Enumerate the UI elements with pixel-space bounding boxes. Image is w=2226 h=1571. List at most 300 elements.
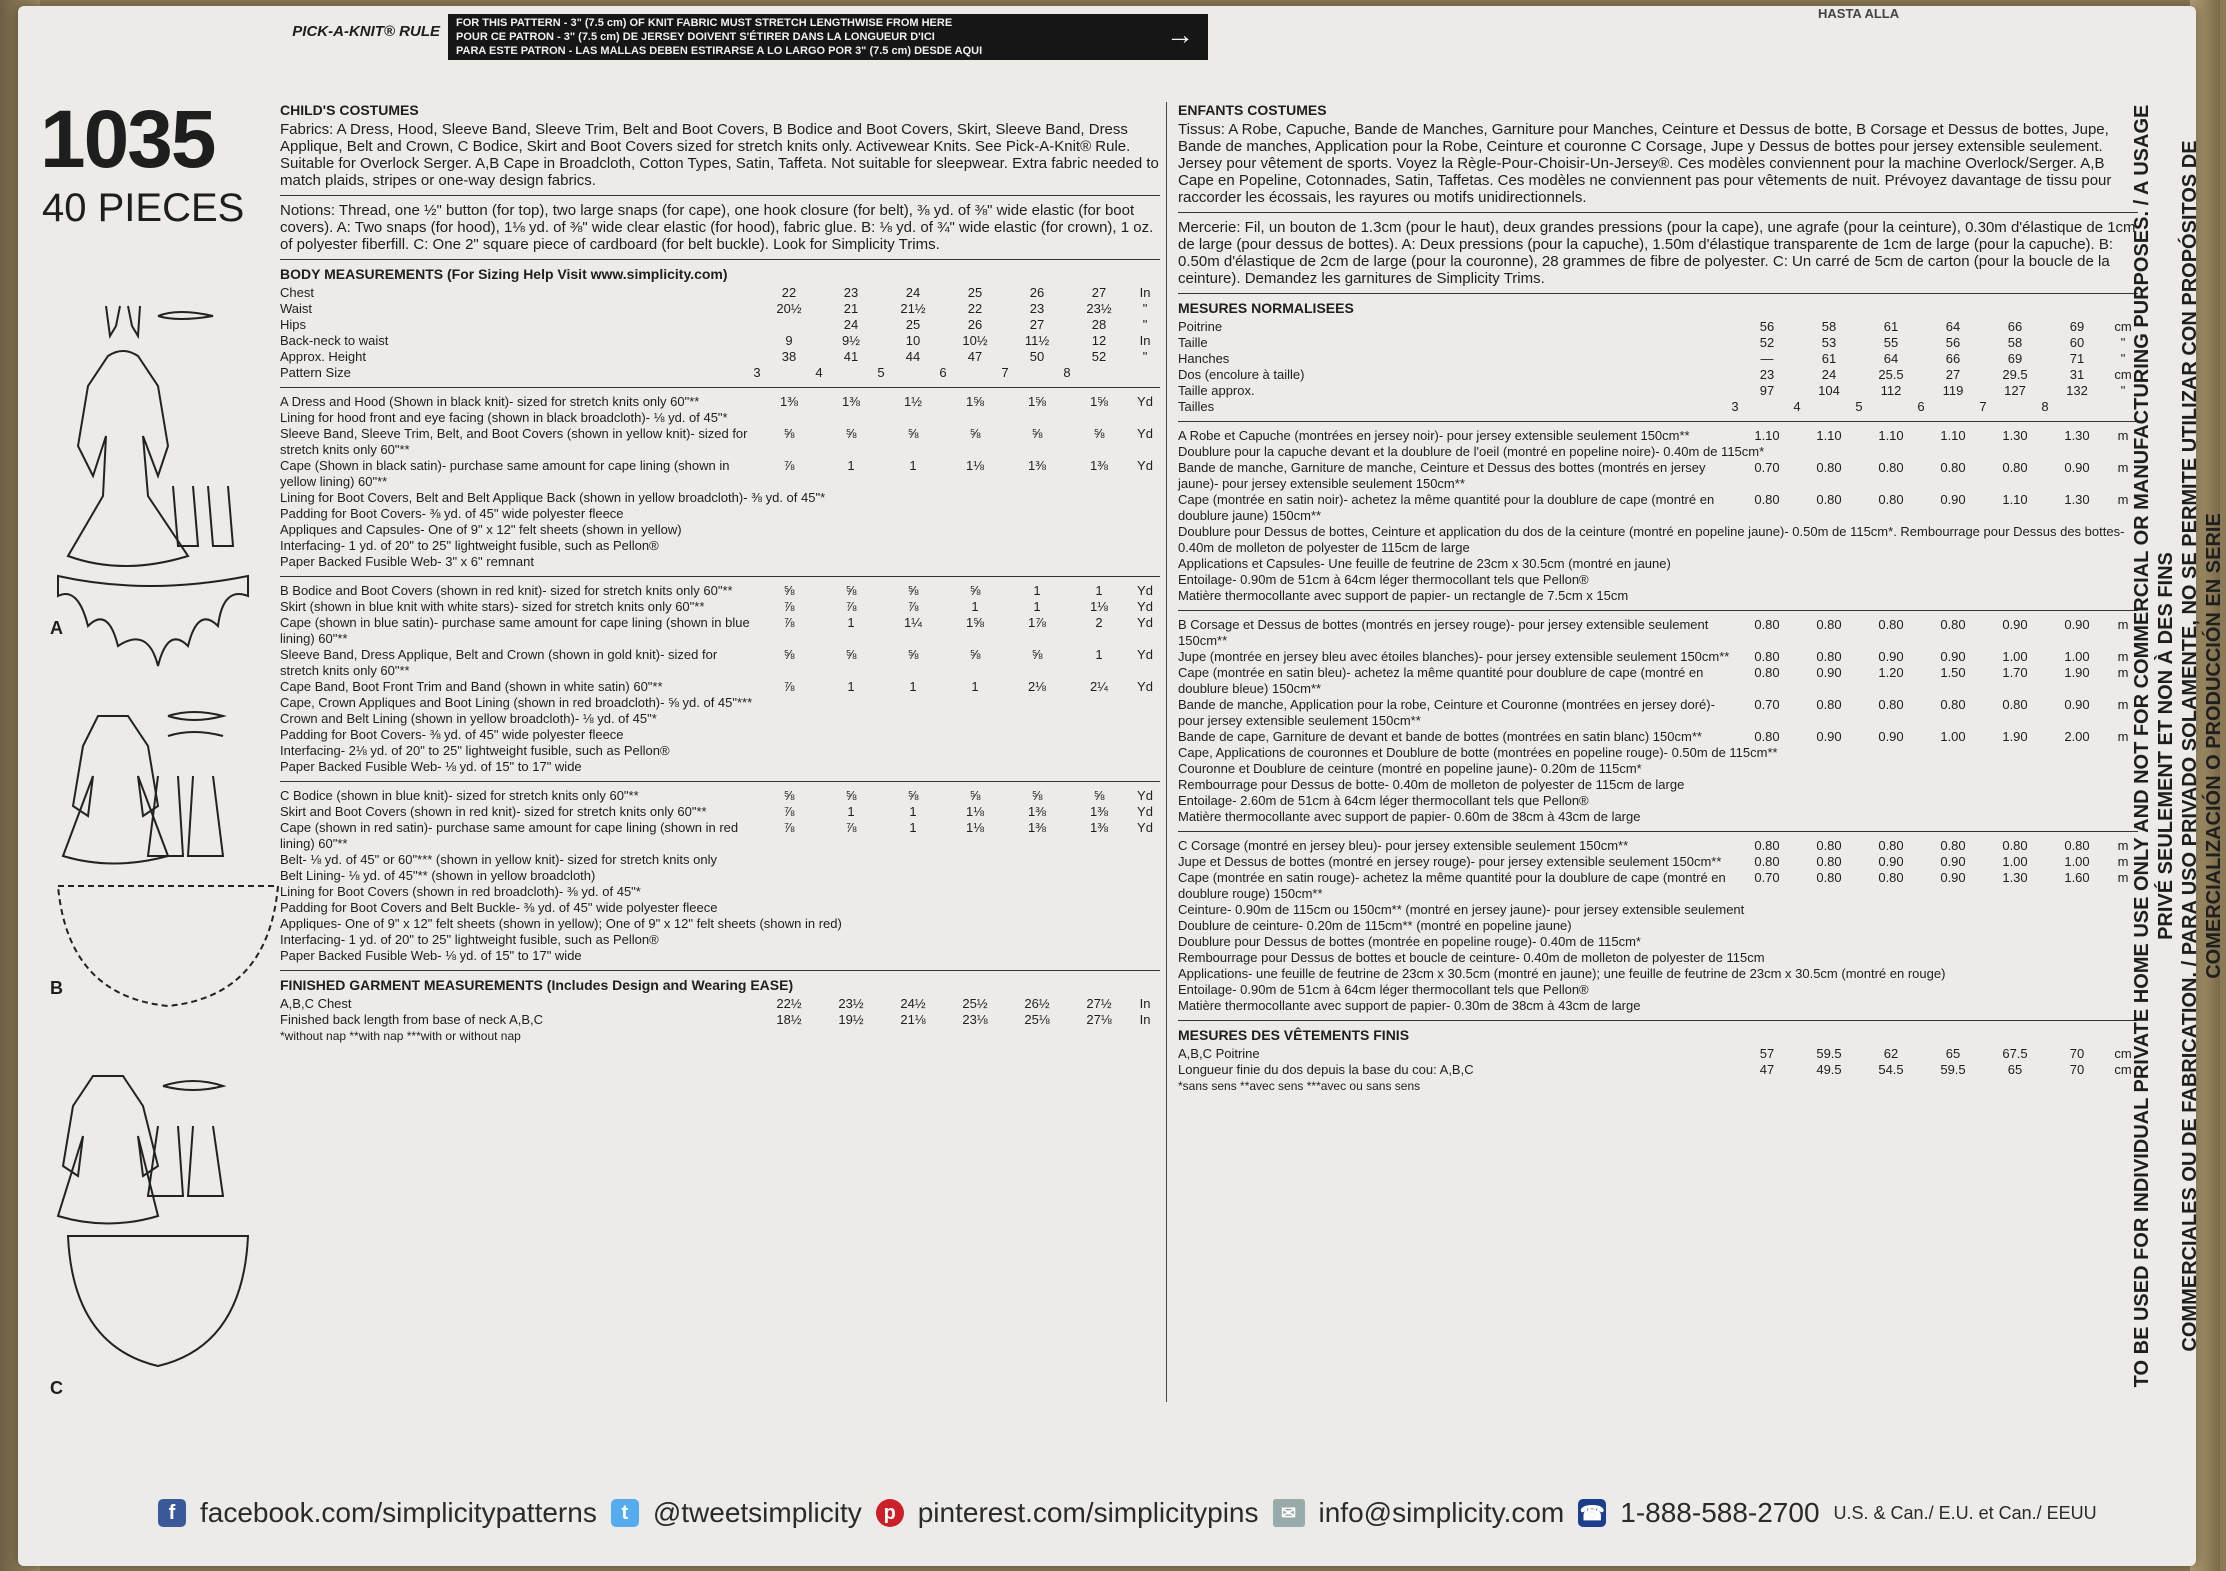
row-label: Waist [280,301,313,316]
vue-c-metrage [1178,838,2138,1014]
row-value: 1 [847,679,855,694]
row-value: 24 [1821,367,1837,382]
mesures-table [1178,319,2138,399]
row-value: 1½ [903,394,923,409]
finished-measurements-title: FINISHED GARMENT MEASUREMENTS (Includes Design and Wearing EASE) [280,977,794,993]
size-list [726,365,1098,381]
usage-notice-line-1: TO BE USED FOR INDIVIDUAL PRIVATE HOME USE ONLY AND NOT FOR COMMERCIAL OR MANUFACTURING PURPOSES. / A USAGE PRIVÉ SEULEMENT ET NON À DES FINS [2131,104,2177,1388]
row-value: 2⅛ [1027,679,1047,694]
row-label: Cape Band, Boot Front Trim and Band (shown in white satin) 60"** [280,679,663,694]
size-value: 5 [877,365,885,380]
table-row [1178,934,2138,950]
table-row [280,285,1160,301]
row-value: ⅝ [1031,426,1043,441]
row-label: Jupe et Dessus de bottes (montré en jersey rouge)- pour jersey extensible seulement 150cm** [1178,854,1722,869]
row-value: 2 [1095,615,1103,630]
row-value: ⅝ [907,426,919,441]
row-value: ⅝ [783,788,795,803]
row-value: 23 [1029,301,1045,316]
row-unit: cm [2114,1062,2132,1077]
row-label: Couronne et Doublure de ceinture (montré en popeline jaune)- 0.20m de 115cm* [1178,761,1642,776]
row-value: ⅝ [907,647,919,662]
divider [280,259,1160,260]
row-value: 1 [1033,599,1041,614]
row-value: 97 [1759,383,1775,398]
row-value: 1.30 [2002,870,2028,885]
row-value: 0.80 [1816,838,1842,853]
row-value: 0.80 [1754,838,1780,853]
row-value: 52 [1091,349,1107,364]
divider [280,195,1160,196]
table-row [1178,383,2138,399]
row-value: 1⅝ [1089,394,1109,409]
table-row [1178,556,2138,572]
row-value: ⅞ [783,804,795,819]
english-column [280,102,1160,1045]
row-value: 0.80 [1754,854,1780,869]
row-value: 44 [905,349,921,364]
row-value: 1.10 [2002,492,2028,507]
row-unit: m [2117,492,2129,507]
row-value: ⅝ [1093,788,1105,803]
table-row [1178,367,2138,383]
row-value: 21 [843,301,859,316]
row-label: A Robe et Capuche (montrées en jersey noir)- pour jersey extensible seulement 150cm** [1178,428,1690,443]
row-value: 1⅜ [841,394,861,409]
row-value: 0.80 [1754,729,1780,744]
row-value: ⅞ [783,820,795,835]
row-label: Rembourrage pour Dessus de botte- 0.40m de molleton de polyester de 115cm de large [1178,777,1685,792]
table-row [1178,444,2138,460]
row-value: 1¼ [903,615,923,630]
row-label: Belt Lining- ⅛ yd. of 45"** (shown in yellow broadcloth) [280,868,596,883]
row-value: ⅞ [845,599,857,614]
row-value: ⅝ [845,426,857,441]
row-label: Cape (shown in red satin)- purchase same amount for cape lining (shown in red lining) 60"** [280,820,739,851]
row-label: Cape (montrée en satin noir)- achetez la même quantité pour la doublure de cape (montré en doublure jaune) 150cm** [1178,492,1715,523]
row-label: Cape (shown in blue satin)- purchase same amount for cape lining (shown in blue lining) 60"** [280,615,750,646]
row-value: 0.80 [1816,854,1842,869]
row-value: 1.00 [2064,854,2090,869]
row-value: 0.80 [1816,460,1842,475]
table-row [280,583,1160,599]
row-value: ⅝ [969,426,981,441]
row-label: A,B,C Poitrine [1178,1046,1260,1061]
column-divider [1166,102,1167,1402]
row-value: 1 [1033,583,1041,598]
row-value: 69 [2007,351,2023,366]
size-value: 8 [1063,365,1071,380]
table-row [1178,1062,2138,1078]
table-row [1178,588,2138,604]
row-value: 2¼ [1089,679,1109,694]
table-row [280,804,1160,820]
row-value: 1⅛ [965,820,985,835]
twitter-link[interactable]: @tweetsimplicity [652,1497,862,1528]
pinterest-link[interactable]: pinterest.com/simplicitypins [917,1497,1259,1528]
row-unit: " [1142,301,1148,316]
row-value: 24½ [900,996,926,1011]
table-row [280,759,1160,775]
row-value: 1.90 [2002,729,2028,744]
row-value: 1 [909,679,917,694]
row-value: ⅞ [783,615,795,630]
row-unit: m [2117,665,2129,680]
row-unit: cm [2114,319,2132,334]
row-value: ⅞ [783,458,795,473]
row-label: Paper Backed Fusible Web- ⅛ yd. of 15" to 17" wide [280,948,582,963]
row-unit: " [1142,349,1148,364]
table-row [1178,319,2138,335]
row-value: 53 [1821,335,1837,350]
row-value: 1.70 [2002,665,2028,680]
row-value: 1.00 [1940,729,1966,744]
size-value: 6 [1917,399,1925,414]
row-label: C Corsage (montré en jersey bleu)- pour jersey extensible seulement 150cm** [1178,838,1629,853]
row-value: 21⅛ [900,1012,926,1027]
pick-a-knit-label: PICK-A-KNIT® RULE [292,23,440,40]
row-label: Cape, Applications de couronnes et Doublure de botte (montrées en popeline rouge)- 0.50m de 115cm** [1178,745,1778,760]
table-row [1178,761,2138,777]
row-value: 19½ [838,1012,864,1027]
usage-notice-vertical [2131,66,2225,1426]
view-letter-c: C [50,1378,63,1398]
row-value: 1⅜ [1089,804,1109,819]
row-value: 22 [967,301,983,316]
body-measurements-table [280,285,1160,365]
row-value: ⅝ [969,647,981,662]
ruler-line-fr: POUR CE PATRON - 3" (7.5 cm) DE JERSEY DOIVENT S'ÉTIRER DANS LA LONGUEUR D'ICI [456,31,935,43]
pattern-pieces-count: 40 PIECES [42,186,245,230]
divider [1178,212,2138,213]
row-label: Paper Backed Fusible Web- ⅛ yd. of 15" to 17" wide [280,759,582,774]
table-row [280,615,1160,647]
row-label: Interfacing- 1 yd. of 20" to 25" lightweight fusible, such as Pellon® [280,538,659,553]
row-label: Chest [280,285,314,300]
row-value: 2.00 [2064,729,2090,744]
row-value: 0.80 [1754,649,1780,664]
table-row [280,490,1160,506]
table-row [280,884,1160,900]
table-row [1178,428,2138,444]
phone-region: U.S. & Can./ E.U. et Can./ EEUU [1833,1502,2097,1523]
row-label: Sleeve Band, Sleeve Trim, Belt, and Boot Covers (shown in yellow knit)- sized for stretch knits only 60"** [280,426,748,457]
row-label: C Bodice (shown in blue knit)- sized for stretch knits only 60"** [280,788,639,803]
row-label: Hanches [1178,351,1230,366]
row-unit: In [1139,996,1151,1011]
belt-c-outline [163,1081,223,1090]
french-column [1178,102,2138,1095]
table-row [280,788,1160,804]
row-value: 12 [1091,333,1107,348]
row-value: ⅞ [783,599,795,614]
row-unit: m [2117,460,2129,475]
pattern-size-label: Pattern Size [280,365,351,380]
row-value: 25⅛ [1024,1012,1050,1027]
row-value: 0.90 [1878,854,1904,869]
row-label: Matière thermocollante avec support de papier- 0.60m de 38cm à 43cm de large [1178,809,1641,824]
row-label: Approx. Height [280,349,366,364]
row-value: 0.80 [1940,460,1966,475]
row-value: — [1760,351,1774,366]
size-value: 4 [1793,399,1801,414]
table-row [1178,777,2138,793]
table-row [280,932,1160,948]
row-value: 62 [1883,1046,1899,1061]
row-value: 71 [2069,351,2085,366]
row-value: 0.90 [2064,617,2090,632]
row-value: 20½ [776,301,802,316]
row-value: 61 [1883,319,1899,334]
dress-c-outline [58,1076,158,1224]
table-row [280,301,1160,317]
row-label: Padding for Boot Covers and Belt Buckle- ⅜ yd. of 45" wide polyester fleece [280,900,718,915]
table-row [1178,492,2138,524]
row-value: 9 [785,333,793,348]
row-value: 59.5 [1816,1046,1842,1061]
row-value: 1⅝ [965,394,985,409]
vue-b-metrage [1178,617,2138,825]
row-value: ⅝ [845,647,857,662]
row-unit: m [2117,617,2129,632]
table-row [280,900,1160,916]
table-row [280,996,1160,1012]
row-value: 0.70 [1754,870,1780,885]
row-value: 1 [1095,583,1103,598]
row-label: Jupe (montrée en jersey bleu avec étoiles blanches)- pour jersey extensible seulement 150cm** [1178,649,1730,664]
row-unit: cm [2114,1046,2132,1061]
table-row [1178,902,2138,918]
row-value: 0.80 [1878,492,1904,507]
row-value: 31 [2069,367,2085,382]
row-value: 64 [1945,319,1961,334]
facebook-link[interactable]: facebook.com/simplicitypatterns [200,1497,597,1528]
row-value: 1.50 [1940,665,1966,680]
table-row [280,317,1160,333]
row-value: 25 [905,317,921,332]
row-value: ⅝ [783,647,795,662]
view-a-sketch [58,306,248,666]
row-label: Appliques- One of 9" x 12" felt sheets (shown in yellow); One of 9" x 12" felt sheets (shown in red) [280,916,842,931]
row-value: 27 [1029,317,1045,332]
row-label: Entoilage- 0.90m de 51cm à 64cm léger thermocollant tels que Pellon® [1178,572,1589,587]
table-row [1178,966,2138,982]
row-value: 0.90 [1816,665,1842,680]
belt-a-outline [158,312,213,319]
row-value: ⅝ [969,583,981,598]
row-value: ⅝ [969,788,981,803]
garment-sketches [48,296,278,1446]
french-tissus: Tissus: A Robe, Capuche, Bande de Manches, Garniture pour Manches, Ceinture et Dessus de botte, B Corsage et Dessus de bottes, Jupe, Bande de manches, Application pour la Robe, Ceinture et couronne C Corsage, Jupe y Dessus de bottes pour jersey extensible seulement. Jersey pour vêtement de sports. Voyez la Règle-Pour-Choisir-Un-Jersey®. Ces modèles conviennent pour la machine Overlock/Serger. A,B Cape en Popeline, Cotonnades, Satin, Taffetas. Ces modèles ne conviennent pas pour vêtements de nuit. Prévoyez davantage de tissu pour raccorder les écossais, les rayures ou motifs unidirectionnels. [1178,121,2112,206]
row-value: 0.80 [2002,838,2028,853]
table-row [280,458,1160,490]
row-value: ⅝ [907,583,919,598]
row-value: 55 [1883,335,1899,350]
row-value: 24 [843,317,859,332]
row-value: 1.20 [1878,665,1904,680]
cape-c-outline [68,1236,248,1366]
table-row [280,538,1160,554]
row-value: 0.80 [1940,617,1966,632]
row-value: 127 [2004,383,2026,398]
french-title: ENFANTS COSTUMES [1178,102,1327,118]
table-row [280,679,1160,695]
row-value: 27½ [1086,996,1112,1011]
row-value: 1 [1095,647,1103,662]
row-value: 9½ [841,333,861,348]
size-value: 6 [939,365,947,380]
row-value: 0.80 [1816,870,1842,885]
row-value: 104 [1818,383,1840,398]
row-value: 0.80 [1878,460,1904,475]
table-row [1178,982,2138,998]
row-value: 1.30 [2064,428,2090,443]
table-row [1178,524,2138,556]
row-value: 38 [781,349,797,364]
table-row [1178,460,2138,492]
row-value: ⅞ [907,599,919,614]
row-value: 25½ [962,996,988,1011]
row-label: Applications et Capsules- Une feuille de feutrine de 23cm x 30.5cm (montré en jaune) [1178,556,1671,571]
dress-a-outline [68,351,188,566]
row-label: Interfacing- 1 yd. of 20" to 25" lightweight fusible, such as Pellon® [280,932,659,947]
row-value: 0.90 [1940,870,1966,885]
table-row [280,852,1160,868]
row-value: 1⅜ [1027,820,1047,835]
row-value: 47 [1759,1062,1775,1077]
row-value: 67.5 [2002,1046,2028,1061]
row-value: 1⅛ [965,804,985,819]
table-row [280,554,1160,570]
divider [1178,293,2138,294]
table-row [1178,572,2138,588]
row-value: 1.10 [1940,428,1966,443]
ruler-end-label: HASTA ALLA [1818,6,1900,21]
row-value: 56 [1759,319,1775,334]
row-value: 0.80 [2002,460,2028,475]
row-value: 65 [2007,1062,2023,1077]
row-value: 70 [2069,1046,2085,1061]
row-value: 28 [1091,317,1107,332]
row-value: 22 [781,285,797,300]
row-value: 23½ [838,996,864,1011]
row-value: 1⅝ [965,615,985,630]
row-value: 23 [843,285,859,300]
divider [280,576,1160,577]
table-row [1178,918,2138,934]
french-mercerie: Mercerie: Fil, un bouton de 1.3cm (pour le haut), deux grandes pressions (pour la cape), une agrafe (pour la ceinture), 0.30m d'élastique de 1cm de large (pour dessus de bottes). A: Deux pressions (pour la capuche), 1.50m d'élastique transparente de 1cm de large (pour la capuche). B: 0.50m d'élastique de 2cm de large (pour la couronne), 28 grammes de fibre de polyester. C: Un carré de 5cm de carton (pour la boucle de la ceinture). Demandez les garnitures de Simplicity Trims. [1178,219,2136,287]
row-value: 0.80 [1878,838,1904,853]
row-value: 26½ [1024,996,1050,1011]
row-value: 1⅜ [779,394,799,409]
row-value: 1⅜ [1027,804,1047,819]
row-unit: m [2117,870,2129,885]
table-row [280,522,1160,538]
vue-a-metrage [1178,428,2138,604]
row-value: 61 [1821,351,1837,366]
row-label: Entoilage- 0.90m de 51cm à 64cm léger thermocollant tels que Pellon® [1178,982,1589,997]
row-value: 66 [2007,319,2023,334]
table-row [1178,838,2138,854]
table-row [280,695,1160,711]
row-label: Cape (montrée en satin bleu)- achetez la même quantité pour doublure de cape (montré en doublure bleue) 150cm** [1178,665,1704,696]
row-unit: m [2117,729,2129,744]
view-letter-a: A [50,618,63,638]
row-value: 50 [1029,349,1045,364]
size-value: 7 [1001,365,1009,380]
row-value: 58 [1821,319,1837,334]
table-row [280,820,1160,852]
row-label: Interfacing- 2⅛ yd. of 20" to 25" lightweight fusible, such as Pellon® [280,743,670,758]
fin-measurements-table [1178,1046,2138,1078]
size-value: 5 [1855,399,1863,414]
row-value: 58 [2007,335,2023,350]
row-unit: " [2120,351,2126,366]
row-value: 1 [909,820,917,835]
tailles-label: Tailles [1178,399,1215,414]
row-value: 27 [1091,285,1107,300]
table-row [1178,665,2138,697]
row-value: 0.80 [1878,697,1904,712]
row-label: Belt- ⅛ yd. of 45" or 60"*** (shown in yellow knit)- sized for stretch knits only [280,852,717,867]
row-label: Bande de cape, Garniture de devant et bande de bottes (montrées en satin blanc) 150cm** [1178,729,1702,744]
view-c-sketch [58,1076,248,1366]
row-label: Doublure de ceinture- 0.20m de 115cm** (montré en popeline jaune) [1178,918,1572,933]
table-row [1178,870,2138,902]
cape-b-outline [58,886,278,1006]
row-value: 1 [847,458,855,473]
row-value: 18½ [776,1012,802,1027]
table-row [1178,729,2138,745]
tailles-row [1178,399,2138,415]
row-value: 54.5 [1878,1062,1904,1077]
table-row [280,743,1160,759]
row-unit: Yd [1137,615,1153,630]
row-value: 0.80 [1754,665,1780,680]
row-label: B Bodice and Boot Covers (shown in red knit)- sized for stretch knits only 60"** [280,583,733,598]
row-unit: Yd [1137,820,1153,835]
phone-number: 1-888-588-2700 [1620,1497,1820,1528]
row-value: 1.30 [2002,428,2028,443]
row-value: 65 [1945,1046,1961,1061]
row-value: 0.70 [1754,697,1780,712]
row-unit: " [2120,383,2126,398]
row-label: Crown and Belt Lining (shown in yellow broadcloth)- ⅛ yd. of 45"* [280,711,657,726]
row-value: 69 [2069,319,2085,334]
row-value: 1⅜ [1089,820,1109,835]
email-link[interactable]: info@simplicity.com [1318,1497,1565,1528]
body-measurements-title: BODY MEASUREMENTS (For Sizing Help Visit www.simplicity.com) [280,266,728,282]
row-label: A,B,C Chest [280,996,352,1011]
row-label: Paper Backed Fusible Web- 3" x 6" remnant [280,554,534,569]
row-label: Doublure pour Dessus de bottes, Ceinture et application du dos de la ceinture (montré en popeline jaune)- 0.50m de 115cm*. Rembourrage pour Dessus des bottes- 0.40m de molleton de polyester de 115cm de large [1178,524,2125,555]
divider [280,970,1160,971]
row-value: ⅞ [845,820,857,835]
boots-b-outline [148,776,223,856]
row-value: 0.80 [1816,492,1842,507]
row-value: 0.90 [1940,854,1966,869]
row-label: Cape, Crown Appliques and Boot Lining (shown in red broadcloth)- ⅝ yd. of 45"*** [280,695,753,710]
row-unit: In [1139,285,1151,300]
pinterest-icon: p [876,1499,904,1527]
row-label: Hips [280,317,307,332]
row-value: 0.90 [2064,697,2090,712]
row-unit: cm [2114,367,2132,382]
row-value: 0.90 [1940,492,1966,507]
divider [280,387,1160,388]
row-value: ⅝ [1093,426,1105,441]
row-value: 24 [905,285,921,300]
